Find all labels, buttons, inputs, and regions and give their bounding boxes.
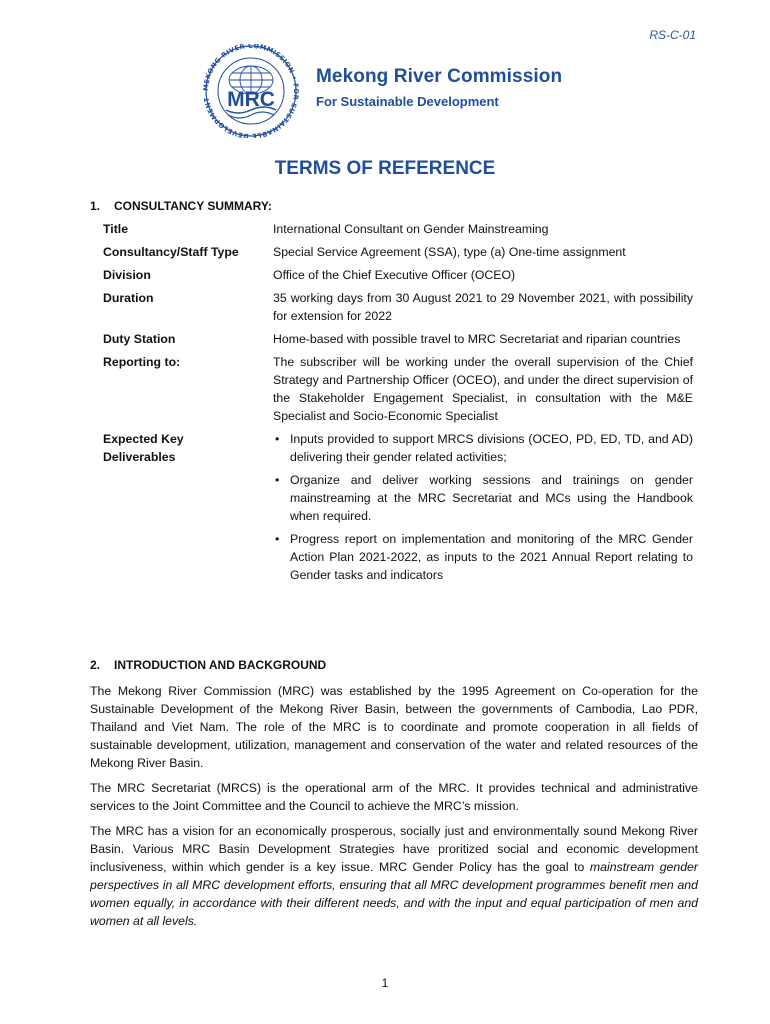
introduction-body	[90, 682, 698, 937]
paragraph: The MRC Secretariat (MRCS) is the operational arm of the MRC. It provides technical and administrative services to the Joint Committee and the Council to achieve the MRC’s mission.	[90, 781, 698, 813]
paragraph-text: The MRC has a vision for an economically prosperous, socially just and environmentally sound Mekong River Basin. Various MRC Basin Development Strategies have proritized social and economic development inclusiveness, within which gender is a key issue. MRC Gender Policy has the goal to	[90, 824, 698, 874]
summary-row-reporting	[103, 353, 693, 425]
summary-row-title	[103, 220, 693, 238]
row-label: Division	[103, 268, 151, 282]
page-number: 1	[381, 976, 389, 990]
row-label: Reporting to:	[103, 355, 181, 369]
row-value: Home-based with possible travel to MRC Secretariat and riparian countries	[273, 332, 681, 346]
row-label: Title	[103, 222, 129, 236]
logo-ring-text: MEKONG RIVER COMMISSION • FOR SUSTAINABLE DEVELOPMENT	[201, 44, 301, 138]
summary-row-duty-station	[103, 330, 693, 348]
summary-row-division	[103, 266, 693, 284]
mrc-logo	[196, 44, 306, 138]
organization-tagline: For Sustainable Development	[316, 94, 499, 109]
deliverables-list	[273, 430, 693, 589]
row-value: Office of the Chief Executive Officer (OCEO)	[273, 268, 516, 282]
section-2-number: 2.	[90, 658, 101, 672]
deliverable-item: • Inputs provided to support MRCS divisions (OCEO, PD, ED, TD, and AD) delivering their gender related activities;	[273, 430, 693, 466]
row-value: International Consultant on Gender Mainstreaming	[273, 222, 549, 236]
consultancy-summary-table	[103, 220, 693, 594]
paragraph: The Mekong River Commission (MRC) was established by the 1995 Agreement on Co-operation for the Sustainable Development of the Mekong River Basin, between the governments of Cambodia, Lao PDR, Thailand and Viet Nam. The role of the MRC is to coordinate and promote cooperation in all fields of sustainable development, utilization, management and conservation of the water and related resources of the Mekong River Basin.	[90, 684, 698, 770]
row-label: Duration	[103, 291, 154, 305]
section-2-heading	[90, 658, 326, 672]
section-1-title: CONSULTANCY SUMMARY:	[114, 199, 272, 213]
row-value: The subscriber will be working under the overall supervision of the Chief Strategy and Partnership Officer (OCEO), and under the direct supervision of the Stakeholder Engagement Specialist, in consultation with the M&E Specialist and Socio-Economic Specialist	[273, 355, 693, 423]
paragraph	[90, 822, 698, 930]
section-1-number: 1.	[90, 199, 101, 213]
policy-goal-text: mainstream gender perspectives in all MRC development efforts, ensuring that all MRC development programmes benefit men and women equally, in accordance with their different needs, and with the input and equal participation of men and women at all levels.	[90, 860, 698, 928]
organization-name: Mekong River Commission	[316, 66, 563, 87]
section-2-title: INTRODUCTION AND BACKGROUND	[114, 658, 327, 672]
row-label: Duty Station	[103, 332, 176, 346]
summary-row-type	[103, 243, 693, 261]
row-value: 35 working days from 30 August 2021 to 29 November 2021, with possibility for extension for 2022	[273, 291, 693, 323]
deliverable-item: • Progress report on implementation and monitoring of the MRC Gender Action Plan 2021-2022, as inputs to the 2021 Annual Report relating to Gender tasks and indicators	[273, 530, 693, 584]
summary-row-duration	[103, 289, 693, 325]
deliverable-item: • Organize and deliver working sessions and trainings on gender mainstreaming at the MRC Secretariat and MCs using the Handbook when required.	[273, 471, 693, 525]
page-title: TERMS OF REFERENCE	[274, 158, 496, 179]
row-label: Consultancy/Staff Type	[103, 245, 239, 259]
row-value: Special Service Agreement (SSA), type (a) One-time assignment	[273, 245, 626, 259]
summary-row-deliverables	[103, 430, 693, 589]
document-code: RS-C-01	[649, 28, 696, 42]
section-1-heading	[90, 199, 272, 213]
row-label: Expected Key Deliverables	[103, 432, 184, 464]
logo-text: MRC	[227, 88, 275, 111]
